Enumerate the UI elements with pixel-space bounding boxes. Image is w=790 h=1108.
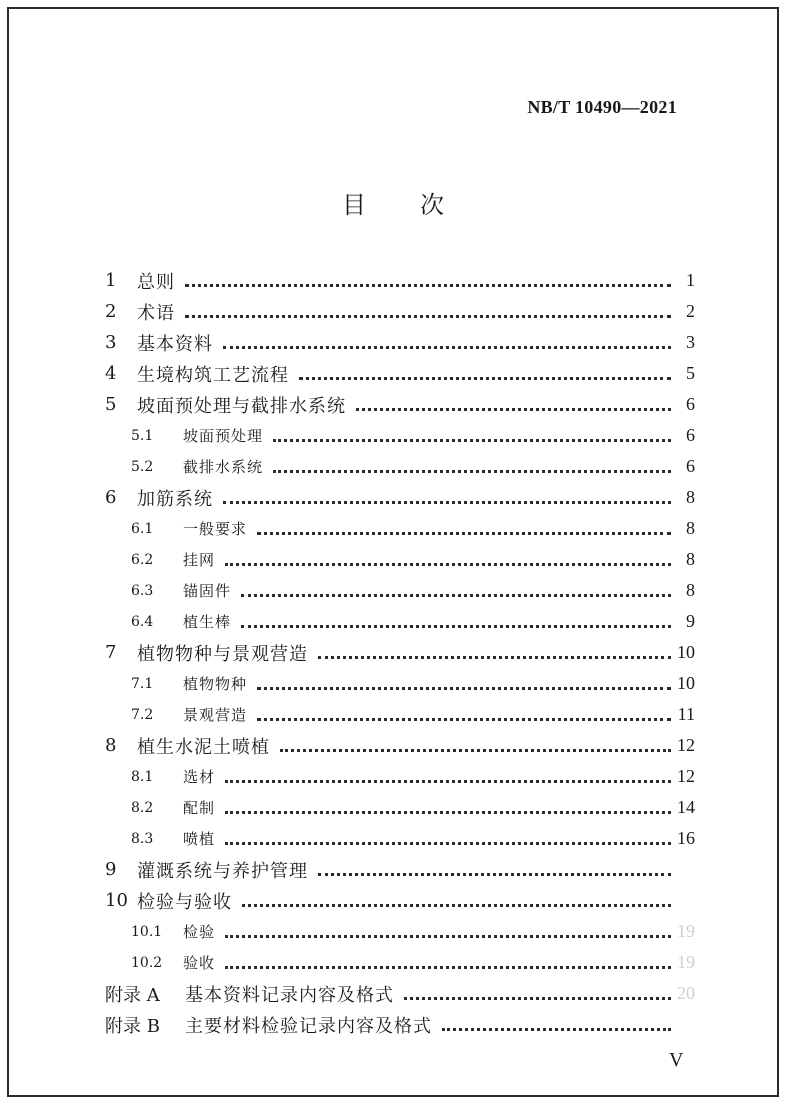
- toc-entry-label: 植生棒: [183, 613, 232, 631]
- toc-entry-label: 一般要求: [183, 520, 248, 538]
- toc-dot-leader: [225, 808, 671, 814]
- toc-entry-number: 8.2: [131, 799, 154, 816]
- toc-entry[interactable]: [105, 916, 695, 947]
- toc-entry-label: 总则: [137, 271, 175, 293]
- toc-entry-page: 11: [677, 704, 695, 724]
- toc-entry-label: 截排水系统: [183, 458, 264, 476]
- toc-dot-leader: [299, 374, 671, 380]
- toc-entry-number: 9: [105, 859, 117, 880]
- toc-entry-page: 19: [677, 921, 695, 941]
- toc-entry-page: 3: [686, 332, 695, 352]
- toc-entry[interactable]: [105, 792, 695, 823]
- toc-entry-page: 6: [686, 456, 695, 476]
- table-of-contents: [105, 265, 695, 1040]
- toc-dot-leader: [225, 932, 671, 938]
- toc-dot-leader: [404, 994, 671, 1000]
- toc-entry[interactable]: [105, 327, 695, 358]
- toc-entry-label: 生境构筑工艺流程: [137, 364, 289, 386]
- toc-dot-leader: [318, 870, 671, 876]
- toc-dot-leader: [273, 467, 671, 473]
- toc-entry[interactable]: [105, 823, 695, 854]
- toc-entry-page: 5: [686, 363, 695, 383]
- toc-dot-leader: [185, 281, 671, 287]
- toc-entry-page: 1: [686, 270, 695, 290]
- toc-dot-leader: [280, 746, 671, 752]
- toc-entry-number: 10.1: [131, 923, 163, 940]
- toc-dot-leader: [257, 529, 671, 535]
- toc-entry-label: 植生水泥土喷植: [137, 736, 270, 758]
- toc-entry-label: 景观营造: [183, 706, 248, 724]
- toc-entry-number: 1: [105, 270, 117, 291]
- toc-entry-label: 基本资料记录内容及格式: [185, 984, 394, 1006]
- toc-entry-number: 7.2: [131, 706, 154, 723]
- toc-dot-leader: [223, 498, 671, 504]
- toc-dot-leader: [257, 715, 671, 721]
- document-page: [7, 7, 779, 1097]
- toc-entry-label: 检验: [183, 923, 216, 941]
- toc-entry-number: 6.2: [131, 551, 154, 568]
- toc-entry-number: 7: [105, 642, 117, 663]
- toc-entry-label: 选材: [183, 768, 216, 786]
- toc-entry-page: 10: [677, 673, 695, 693]
- toc-entry[interactable]: [105, 885, 695, 916]
- toc-entry-number: 10: [105, 890, 128, 911]
- toc-entry-label: 主要材料检验记录内容及格式: [185, 1015, 432, 1037]
- toc-entry-number: 3: [105, 332, 117, 353]
- toc-entry[interactable]: [105, 606, 695, 637]
- toc-entry-number: 10.2: [131, 954, 163, 971]
- toc-entry[interactable]: [105, 513, 695, 544]
- toc-dot-leader: [242, 901, 671, 907]
- toc-entry-label: 检验与验收: [137, 891, 232, 913]
- toc-entry-label: 挂网: [183, 551, 216, 569]
- toc-entry-page: 9: [686, 611, 695, 631]
- toc-entry[interactable]: [105, 358, 695, 389]
- toc-entry[interactable]: [105, 699, 695, 730]
- toc-entry-page: 8: [686, 549, 695, 569]
- toc-entry-label: 配制: [183, 799, 216, 817]
- toc-entry[interactable]: [105, 296, 695, 327]
- toc-entry-number: 附录 A: [105, 984, 160, 1006]
- toc-entry[interactable]: [105, 482, 695, 513]
- toc-dot-leader: [225, 839, 671, 845]
- toc-entry-number: 6.4: [131, 613, 154, 630]
- toc-entry-number: 5.1: [131, 427, 154, 444]
- toc-dot-leader: [225, 777, 671, 783]
- toc-entry-label: 坡面预处理: [183, 427, 264, 445]
- toc-entry-page: 6: [686, 394, 695, 414]
- toc-entry-label: 验收: [183, 954, 216, 972]
- toc-entry-page: 12: [677, 766, 695, 786]
- toc-entry-number: 8.1: [131, 768, 154, 785]
- toc-entry-page: 14: [677, 797, 695, 817]
- toc-entry-page: 16: [677, 828, 695, 848]
- toc-entry-label: 喷植: [183, 830, 216, 848]
- toc-entry-label: 灌溉系统与养护管理: [137, 860, 308, 882]
- toc-entry-number: 6: [105, 487, 117, 508]
- toc-entry-label: 基本资料: [137, 333, 213, 355]
- toc-entry-label: 植物物种: [183, 675, 248, 693]
- toc-entry[interactable]: [105, 761, 695, 792]
- toc-entry[interactable]: [105, 947, 695, 978]
- page-folio: V: [669, 1049, 684, 1071]
- toc-entry-page: 8: [686, 518, 695, 538]
- toc-entry[interactable]: [105, 1009, 695, 1040]
- toc-dot-leader: [241, 591, 671, 597]
- toc-entry-number: 8: [105, 735, 117, 756]
- toc-entry-page: 19: [677, 952, 695, 972]
- standard-number: NB/T 10490—2021: [527, 97, 677, 117]
- toc-entry-number: 7.1: [131, 675, 154, 692]
- title-char-2: 次: [420, 191, 444, 219]
- toc-entry-number: 5: [105, 394, 117, 415]
- toc-entry-number: 8.3: [131, 830, 154, 847]
- toc-entry-label: 术语: [137, 302, 175, 324]
- toc-entry[interactable]: [105, 575, 695, 606]
- toc-dot-leader: [185, 312, 671, 318]
- toc-entry[interactable]: [105, 978, 695, 1009]
- page-title: [9, 185, 777, 220]
- toc-entry-number: 2: [105, 301, 117, 322]
- toc-dot-leader: [356, 405, 671, 411]
- toc-entry-number: 6.1: [131, 520, 154, 537]
- toc-entry[interactable]: [105, 265, 695, 296]
- toc-entry-page: 12: [677, 735, 695, 755]
- toc-entry-page: 8: [686, 487, 695, 507]
- toc-entry-number: 6.3: [131, 582, 154, 599]
- toc-entry-page: 6: [686, 425, 695, 445]
- toc-dot-leader: [273, 436, 671, 442]
- toc-entry[interactable]: [105, 420, 695, 451]
- toc-entry[interactable]: [105, 389, 695, 420]
- toc-entry[interactable]: [105, 637, 695, 668]
- toc-entry[interactable]: [105, 451, 695, 482]
- toc-entry-label: 植物物种与景观营造: [137, 643, 308, 665]
- toc-entry-label: 加筋系统: [137, 488, 213, 510]
- toc-dot-leader: [318, 653, 671, 659]
- toc-dot-leader: [225, 560, 671, 566]
- toc-entry[interactable]: [105, 854, 695, 885]
- toc-entry-page: 2: [686, 301, 695, 321]
- toc-entry-page: 10: [677, 642, 695, 662]
- toc-entry-number: 4: [105, 363, 117, 384]
- toc-dot-leader: [442, 1025, 671, 1031]
- toc-entry-page: 20: [677, 983, 695, 1003]
- toc-entry-number: 5.2: [131, 458, 154, 475]
- toc-entry-number: 附录 B: [105, 1015, 160, 1037]
- toc-dot-leader: [257, 684, 671, 690]
- toc-entry[interactable]: [105, 668, 695, 699]
- title-char-1: 目: [342, 191, 366, 219]
- toc-entry-label: 坡面预处理与截排水系统: [137, 395, 346, 417]
- toc-dot-leader: [225, 963, 671, 969]
- toc-dot-leader: [241, 622, 671, 628]
- toc-entry[interactable]: [105, 730, 695, 761]
- toc-dot-leader: [223, 343, 671, 349]
- toc-entry-label: 锚固件: [183, 582, 232, 600]
- toc-entry[interactable]: [105, 544, 695, 575]
- toc-entry-page: 8: [686, 580, 695, 600]
